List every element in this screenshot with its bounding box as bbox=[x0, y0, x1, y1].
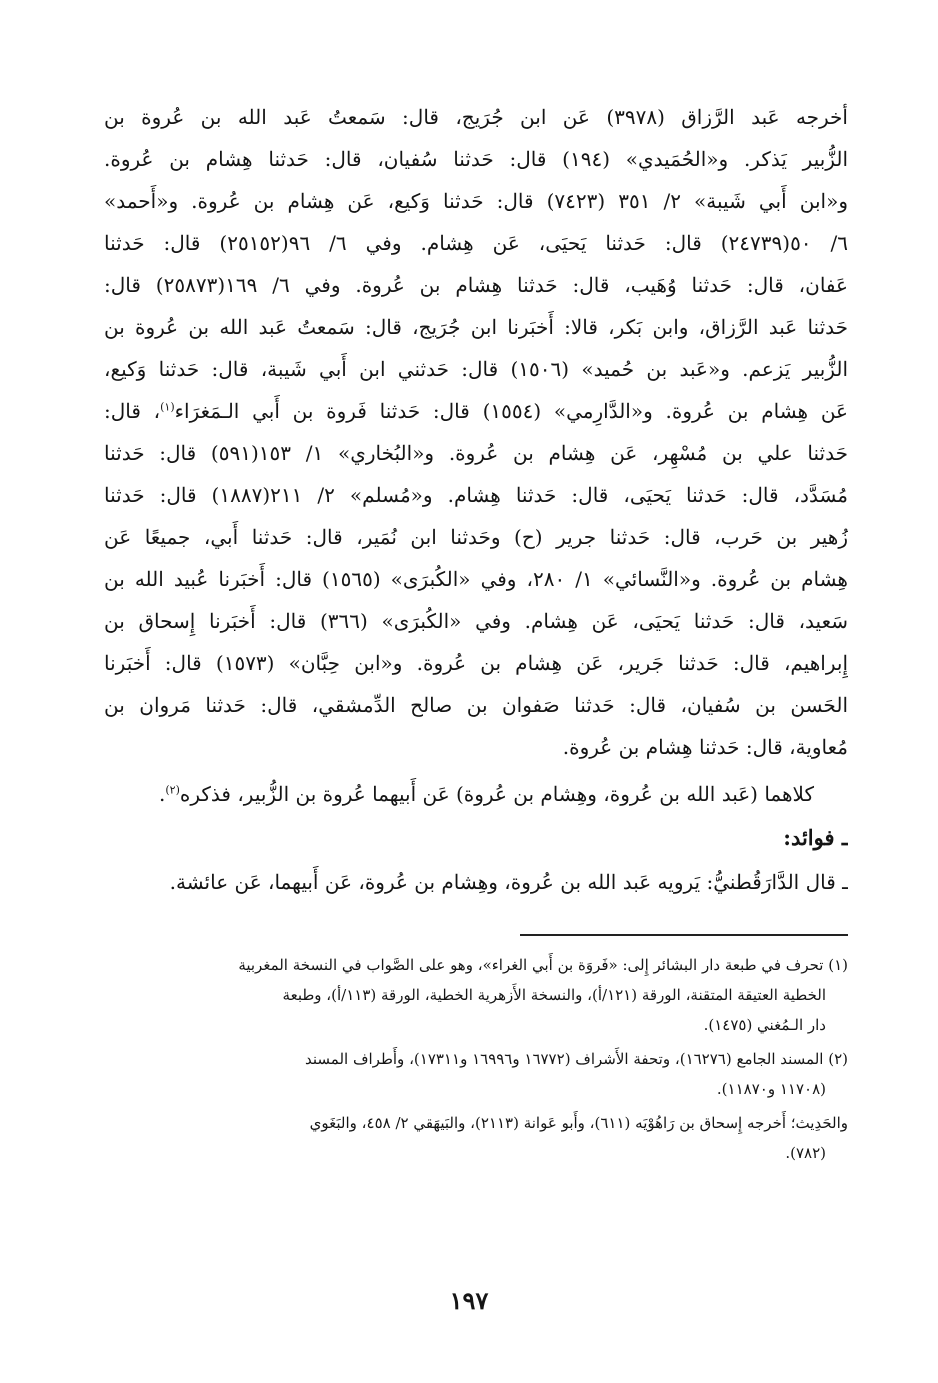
text-line: إِبراهيم، قال: حَدثنا جَرير، عَن هِشام بن عُروة. و«ابن حِبَّان» (١٥٧٣) قال: أَخبَرنا bbox=[104, 651, 848, 675]
text-line: سَعيد، قال: حَدثنا يَحيَى، عَن هِشام. وفي «الكُبرَى» (٣٦٦) قال: أَخبَرنا إِسحاق بن bbox=[104, 609, 848, 633]
text-line: زُهير بن حَرب، قال: حَدثنا جرير (ح) وحَدثنا ابن نُمَير، قال: حَدثنا أَبي، جميعًا عَن bbox=[104, 525, 848, 549]
summary-text: كلاهما (عَبد الله بن عُروة، وهِشام بن عُروة) عَن أَبيهما عُروة بن الزُّبير، فذكره bbox=[179, 782, 814, 806]
text-line: الزُّبير يَزعم. و«عَبد بن حُميد» (١٥٠٦) قال: حَدثني ابن أَبي شَيبة، قال: حَدثنا وَكيع، bbox=[104, 357, 848, 381]
text-line: مُعاوية، قال: حَدثنا هِشام بن عُروة. bbox=[562, 735, 848, 759]
main-text bbox=[104, 96, 848, 768]
page-content bbox=[104, 96, 848, 1168]
text-line: الحَسن بن سُفيان، قال: حَدثنا صَفوان بن صالح الدِّمشقي، قال: حَدثنا مَروان بن bbox=[104, 693, 848, 717]
text-line: مُسَدَّد، قال: حَدثنا يَحيَى، قال: حَدثنا هِشام. و«مُسلم» ٢/ ٢١١(١٨٨٧) قال: حَدثنا bbox=[104, 483, 848, 507]
footnote-divider bbox=[520, 934, 848, 936]
text-line-with-footnote-ref bbox=[104, 390, 848, 432]
text-line-start: عَن هِشام بن عُروة. و«الدَّارِمي» (١٥٥٤) قال: حَدثنا فَروة بن أَبي الـمَغرَاء bbox=[174, 399, 848, 423]
text-line: ٦/ ٥٠(٢٤٧٣٩) قال: حَدثنا يَحيَى، عَن هِشام. وفي ٦/ ٩٦(٢٥١٥٢) قال: حَدثنا bbox=[104, 231, 848, 255]
footnote-2-line: (١١٧٠٨ و١١٨٧٠). bbox=[716, 1080, 826, 1098]
footnote-1-line: الخطية العتيقة المتقنة، الورقة (١٢١/أ)، والنسخة الأَزهرية الخطية، الورقة (١١٣/أ)، وطبعة bbox=[282, 986, 826, 1004]
footnote-1-line: دار الـمُغني (١٤٧٥). bbox=[703, 1016, 826, 1034]
text-line-end: ، قال: bbox=[104, 399, 161, 423]
footnote-1-line: (١) تحرف في طبعة دار البشائر إِلى: «فَروَة بن أَبي الغراء»، وهو على الصَّواب في النسخة المغربية bbox=[238, 956, 848, 974]
text-line: أخرجه عَبد الرَّزاق (٣٩٧٨) عَن ابن جُرَيج، قال: سَمعتُ عَبد الله بن عُروة بن bbox=[104, 105, 848, 129]
text-line: عَفان، قال: حَدثنا وُهَيب، قال: حَدثنا هِشام بن عُروة. وفي ٦/ ١٦٩(٢٥٨٧٣) قال: bbox=[104, 273, 848, 297]
text-line: هِشام بن عُروة. و«النَّسائي» ١/ ٢٨٠، وفي «الكُبرَى» (١٥٦٥) قال: أَخبَرنا عُبيد الله بن bbox=[104, 567, 848, 591]
footnote-3-line: (٧٨٢). bbox=[785, 1144, 826, 1162]
footnote-ref-1[interactable]: (١) bbox=[160, 400, 175, 414]
footnotes bbox=[104, 950, 848, 1168]
text-line: الزُّبير يَذكر. و«الحُمَيدي» (١٩٤) قال: حَدثنا سُفيان، قال: حَدثنا هِشام بن عُروة. bbox=[104, 147, 848, 171]
page-number: ١٩٧ bbox=[449, 1286, 489, 1315]
footnote-3-line: والحَدِيث؛ أَخرجه إِسحاق بن رَاهُوْيَه (٦١١)، وأَبو عَوانة (٢١١٣)، والبَيهَقي ٢/ ٤٥٨، والبَغَوي bbox=[309, 1114, 848, 1132]
text-line: و«ابن أَبي شَيبة» ٢/ ٣٥١ (٧٤٢٣) قال: حَدثنا وَكيع، عَن هِشام بن عُروة. و«أَحمد» bbox=[104, 189, 848, 213]
fawaid-text: ـ قال الدَّارَقُطنيُّ: يَرويه عَبد الله بن عُروة، وهِشام بن عُروة، عَن أَبيهما، عَن عائشة. bbox=[169, 870, 848, 894]
footnote-2-line: (٢) المسند الجامع (١٦٢٧٦)، وتحفة الأَشراف (١٦٧٧٢ و١٦٩٩٦ و١٧٣١١)، وأَطراف المسند bbox=[305, 1050, 848, 1068]
text-line: حَدثنا عَبد الرَّزاق، وابن بَكر، قالا: أَخبَرنا ابن جُرَيج، قال: سَمعتُ عَبد الله بن عُروة بن bbox=[104, 315, 848, 339]
summary-end: . bbox=[159, 782, 166, 806]
summary-line bbox=[104, 772, 848, 816]
text-line: حَدثنا علي بن مُسْهِر، عَن هِشام بن عُروة. و«البُخاري» ١/ ١٥٣(٥٩١) قال: حَدثنا bbox=[104, 441, 848, 465]
footnote-ref-2[interactable]: (٢) bbox=[165, 783, 180, 797]
fawaid-heading: ـ فوائد: bbox=[783, 825, 848, 850]
